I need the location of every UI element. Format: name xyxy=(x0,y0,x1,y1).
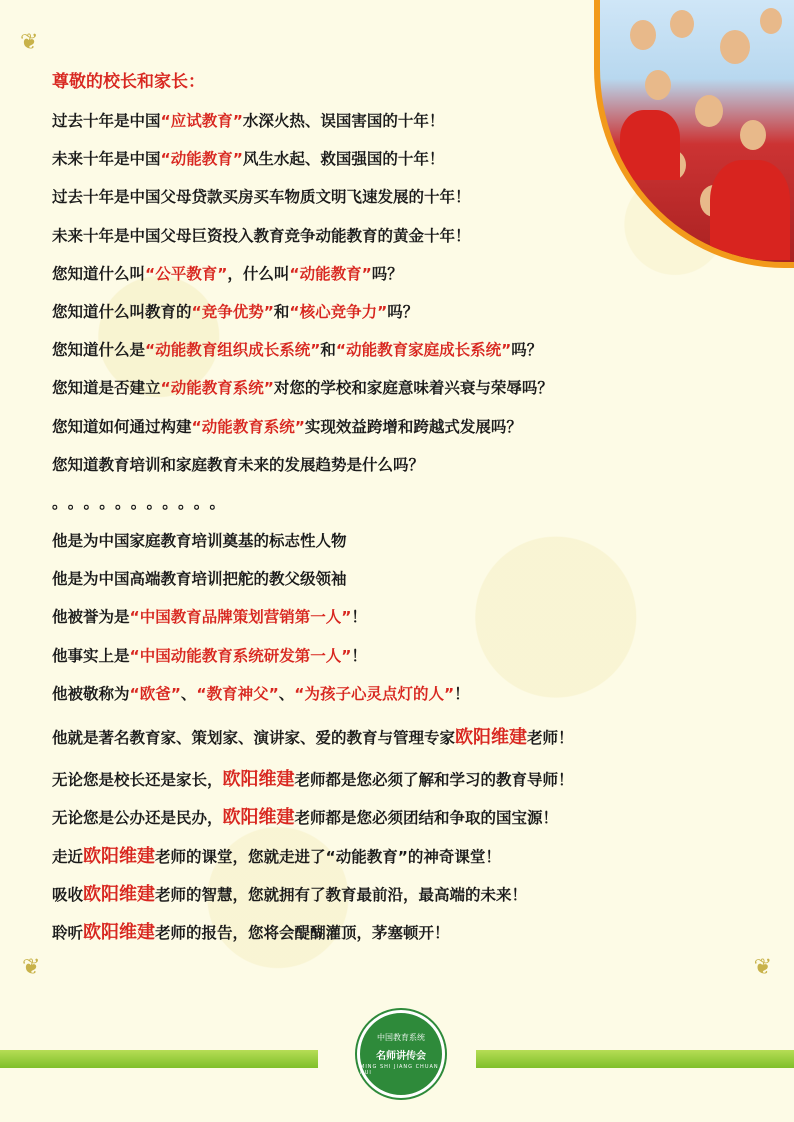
line-text: 风生水起、救国强国的十年！ xyxy=(242,150,445,169)
highlight-text: 欧阳维建 xyxy=(83,883,156,905)
line-text: 和 xyxy=(273,302,290,321)
highlight-text: “中国动能教育系统研发第一人” xyxy=(129,646,352,665)
highlight-text: “中国教育品牌策划营销第一人” xyxy=(129,608,352,627)
highlight-text: “动能教育” xyxy=(289,264,372,283)
letter-line xyxy=(52,446,772,484)
line-text: 老师都是您必须团结和争取的国宝源！ xyxy=(294,809,559,828)
line-text: 聆听 xyxy=(52,923,84,942)
organization-logo xyxy=(357,1010,445,1098)
highlight-text: 欧阳维建 xyxy=(83,845,156,867)
letter-line xyxy=(52,331,772,369)
letter-line xyxy=(52,761,772,799)
highlight-text: “动能教育系统” xyxy=(160,379,274,398)
letter-line xyxy=(52,178,772,216)
line-text: 老师的报告，您将会醍醐灌顶，茅塞顿开！ xyxy=(155,923,450,942)
letter-line xyxy=(52,102,772,140)
line-text: 走近 xyxy=(52,847,84,866)
corner-ornament-icon: ❦ xyxy=(20,30,39,55)
letter-line xyxy=(52,140,772,178)
line-text: 老师！ xyxy=(527,729,574,747)
line-text: 、 xyxy=(278,684,295,703)
highlight-text: 欧阳维建 xyxy=(222,807,295,829)
line-text: 老师都是您必须了解和学习的教育导师！ xyxy=(294,771,574,790)
letter-line xyxy=(52,255,772,293)
letter-line xyxy=(52,484,772,522)
line-text: 您知道是否建立 xyxy=(52,379,161,398)
line-text: 老师的智慧，您就拥有了教育最前沿，最高端的未来！ xyxy=(155,885,528,904)
letter-line xyxy=(52,799,772,837)
line-text: 对您的学校和家庭意味着兴衰与荣辱吗？ xyxy=(273,379,553,398)
highlight-text: “动能教育家庭成长系统” xyxy=(335,341,512,360)
logo-bottom-text: MING SHI JIANG CHUAN HUI xyxy=(360,1064,439,1076)
line-text: 他被敬称为 xyxy=(52,684,130,703)
letter-line xyxy=(52,217,772,255)
line-text: 吗？ xyxy=(371,264,403,283)
highlight-text: “欧爸” xyxy=(129,684,181,703)
line-text: ！ xyxy=(351,646,367,665)
letter-line xyxy=(52,522,772,560)
line-text: 您知道教育培训和家庭教育未来的发展趋势是什么吗？ xyxy=(52,455,425,474)
line-text: 实现效益跨增和跨越式发展吗？ xyxy=(304,417,522,436)
highlight-text: 欧阳维建 xyxy=(83,921,156,943)
letter-line xyxy=(52,408,772,446)
line-text: 您知道如何通过构建 xyxy=(52,417,192,436)
highlight-text: “核心竞争力” xyxy=(289,302,388,321)
corner-ornament-icon: ❦ xyxy=(22,955,41,980)
line-text: ，什么叫 xyxy=(227,264,290,283)
line-text: 他是为中国高端教育培训把舵的教父级领袖 xyxy=(52,570,347,589)
letter-line xyxy=(52,876,772,914)
line-text: 吗？ xyxy=(387,302,419,321)
highlight-text: “动能教育组织成长系统” xyxy=(145,341,321,360)
line-text: 老师的课堂，您就走进了“动能教育”的神奇课堂！ xyxy=(155,847,501,866)
letter-content xyxy=(52,62,772,952)
highlight-text: 欧阳维建 xyxy=(455,727,528,748)
line-text: 和 xyxy=(320,341,336,360)
footer-bar-left xyxy=(0,1050,318,1068)
line-text: 、 xyxy=(180,684,197,703)
greeting: 尊敬的校长和家长： xyxy=(52,72,205,92)
letter-line xyxy=(52,914,772,952)
letter-line xyxy=(52,637,772,675)
line-text: 无论您是公办还是民办， xyxy=(52,809,223,828)
letter-lines xyxy=(52,102,772,952)
highlight-text: “动能教育” xyxy=(160,150,243,169)
line-text: 水深火热、误国害国的十年！ xyxy=(242,112,445,130)
letter-line xyxy=(52,675,772,713)
footer-bar-right xyxy=(476,1050,794,1068)
highlight-text: “为孩子心灵点灯的人” xyxy=(294,684,455,703)
logo-center-text: 名师讲传会 xyxy=(376,1051,426,1062)
line-text: 他就是著名教育家、策划家、演讲家、爱的教育与管理专家 xyxy=(52,729,456,747)
letter-line xyxy=(52,598,772,636)
highlight-text: “动能教育系统” xyxy=(191,417,305,436)
line-text: 他被誉为是 xyxy=(52,608,130,627)
line-text: 他是为中国家庭教育培训奠基的标志性人物 xyxy=(52,532,347,551)
highlight-text: “应试教育” xyxy=(160,112,243,130)
highlight-text: 欧阳维建 xyxy=(222,769,295,791)
letter-line xyxy=(52,838,772,876)
letter-line xyxy=(52,369,772,407)
logo-arc-text: 中国教育系统 xyxy=(377,1033,425,1042)
letter-line xyxy=(52,293,772,331)
corner-ornament-icon: ❦ xyxy=(753,955,772,980)
letter-line xyxy=(52,719,772,757)
line-text: 吸收 xyxy=(52,885,84,904)
highlight-text: “竞争优势” xyxy=(191,302,274,321)
line-text: 您知道什么叫教育的 xyxy=(52,302,192,321)
line-text: 未来十年是中国 xyxy=(52,150,161,169)
line-text: ！ xyxy=(454,684,470,703)
highlight-text: “公平教育” xyxy=(145,264,228,283)
line-text: 他事实上是 xyxy=(52,646,130,665)
letter-line xyxy=(52,560,772,598)
line-text: 过去十年是中国父母贷款买房买车物质文明飞速发展的十年！ xyxy=(52,188,471,207)
line-text: 吗？ xyxy=(511,341,543,360)
highlight-text: 。。。。。。。。。。。 xyxy=(52,493,234,512)
line-text: ！ xyxy=(351,608,367,627)
line-text: 您知道什么是 xyxy=(52,341,146,360)
line-text: 您知道什么叫 xyxy=(52,264,146,283)
line-text: 未来十年是中国父母巨资投入教育竞争动能教育的黄金十年！ xyxy=(52,226,471,245)
highlight-text: “教育神父” xyxy=(196,684,279,703)
line-text: 过去十年是中国 xyxy=(52,112,161,130)
line-text: 无论您是校长还是家长， xyxy=(52,771,223,790)
